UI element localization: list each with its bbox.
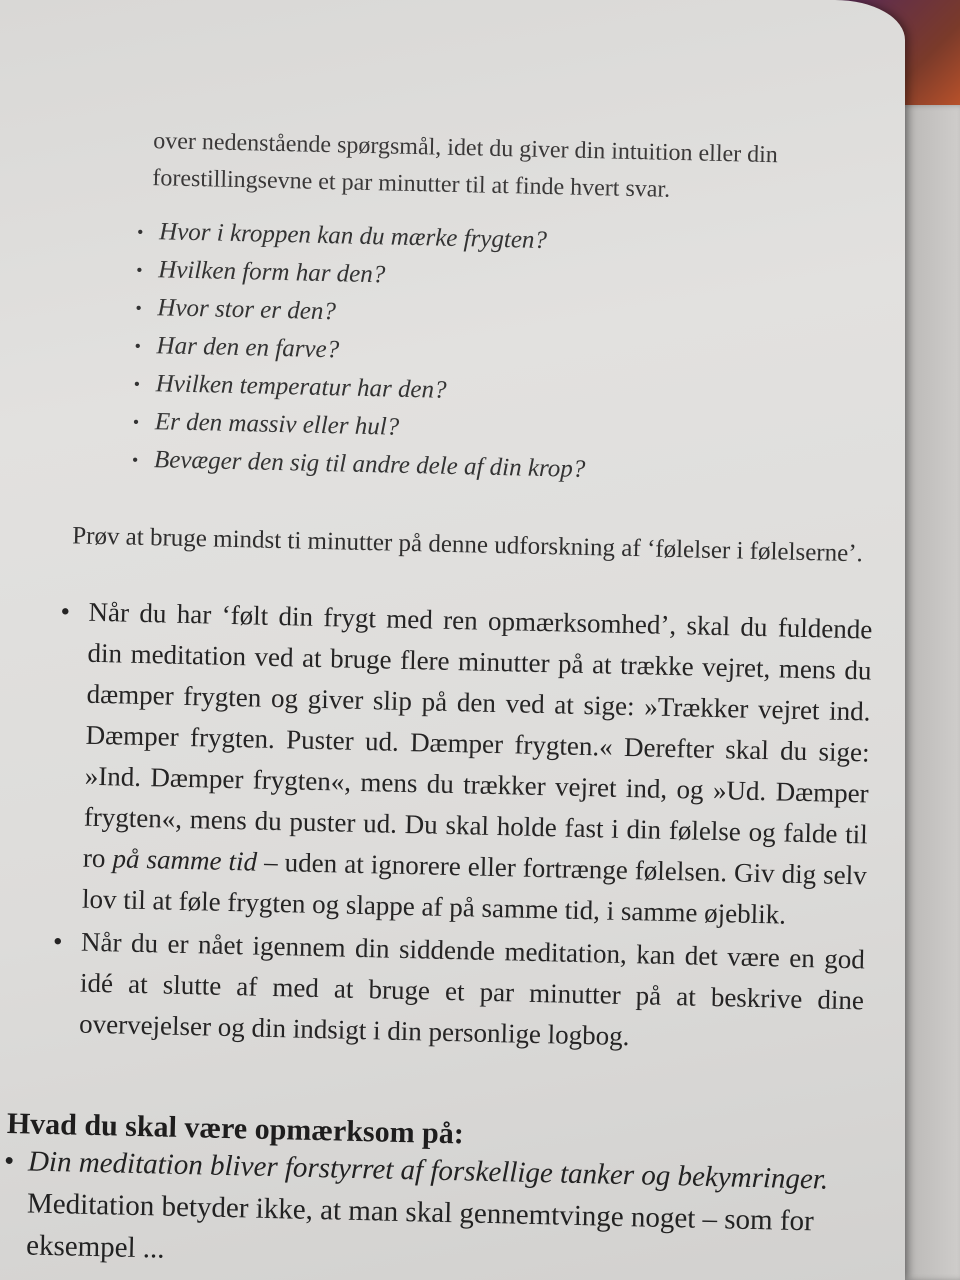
awareness-item-text: Meditation betyder ikke, at man skal gennemtvinge noget – som for eksempel ... — [25, 1187, 815, 1265]
intro-line-2: forestillingsevne et par minutter til at finde hvert svar. — [152, 165, 671, 203]
question-item: • Bevæger den sig til andre dele af din krop? — [132, 441, 693, 492]
question-list — [132, 213, 698, 492]
step1-text-b: – uden at ignorere eller fortrænge følelsen. Giv dig selv lov til at føle frygten og slappe af på samme tid, i samme øjeblik. — [81, 846, 868, 930]
next-page-edge — [900, 105, 960, 1280]
awareness-item-title: • Din meditation bliver forstyrret af forskellige tanker og bekymringer. — [27, 1145, 829, 1196]
intro-line-1: over nedenstående spørgsmål, idet du giver din intuition eller din — [152, 128, 779, 169]
step-item-2: • Når du er nået igennem din siddende meditation, kan det være en god idé at slutte af med at bruge et par minutter på at beskrive dine overvejelser og din indsigt i din personlige logbog. — [43, 921, 866, 1063]
question-item: • Hvilken temperatur har den? — [133, 365, 694, 416]
question-item: • Hvor stor er den? — [135, 289, 696, 340]
steps-list — [43, 591, 873, 1064]
section-heading: Hvad du skal være opmærksom på: — [6, 1107, 465, 1151]
awareness-item — [0, 1140, 862, 1280]
awareness-list — [0, 1140, 862, 1280]
question-item: • Hvor i kroppen kan du mærke frygten? — [137, 213, 698, 264]
step-item-1 — [46, 591, 873, 938]
question-item: • Er den massiv eller hul? — [132, 403, 693, 454]
instruction-paragraph: Prøv at bruge mindst ti minutter på denne udforskning af ‘følelser i følelserne’. — [71, 522, 864, 568]
question-item: • Har den en farve? — [134, 327, 695, 378]
step1-emphasis: på samme tid — [112, 843, 258, 877]
question-item: • Hvilken form har den? — [136, 251, 697, 302]
intro-text — [152, 123, 893, 214]
step1-text-a: Når du har ‘følt din frygt med ren opmærksomhed’, skal du fuldende din meditation ved at bruge flere minutter på at trække vejret, mens du dæmper frygten og giver slip på den ved at sige: »Trækker vejret ind. Dæmper frygten. Puster ud. Dæmper frygten.« Derefter skal du sige: »Ind. Dæmper frygten«, mens du trækker vejret ind, og »Ud. Dæmper frygten«, mens du puster ud. Du skal holde fast i din følelse og falde til ro — [82, 596, 873, 874]
